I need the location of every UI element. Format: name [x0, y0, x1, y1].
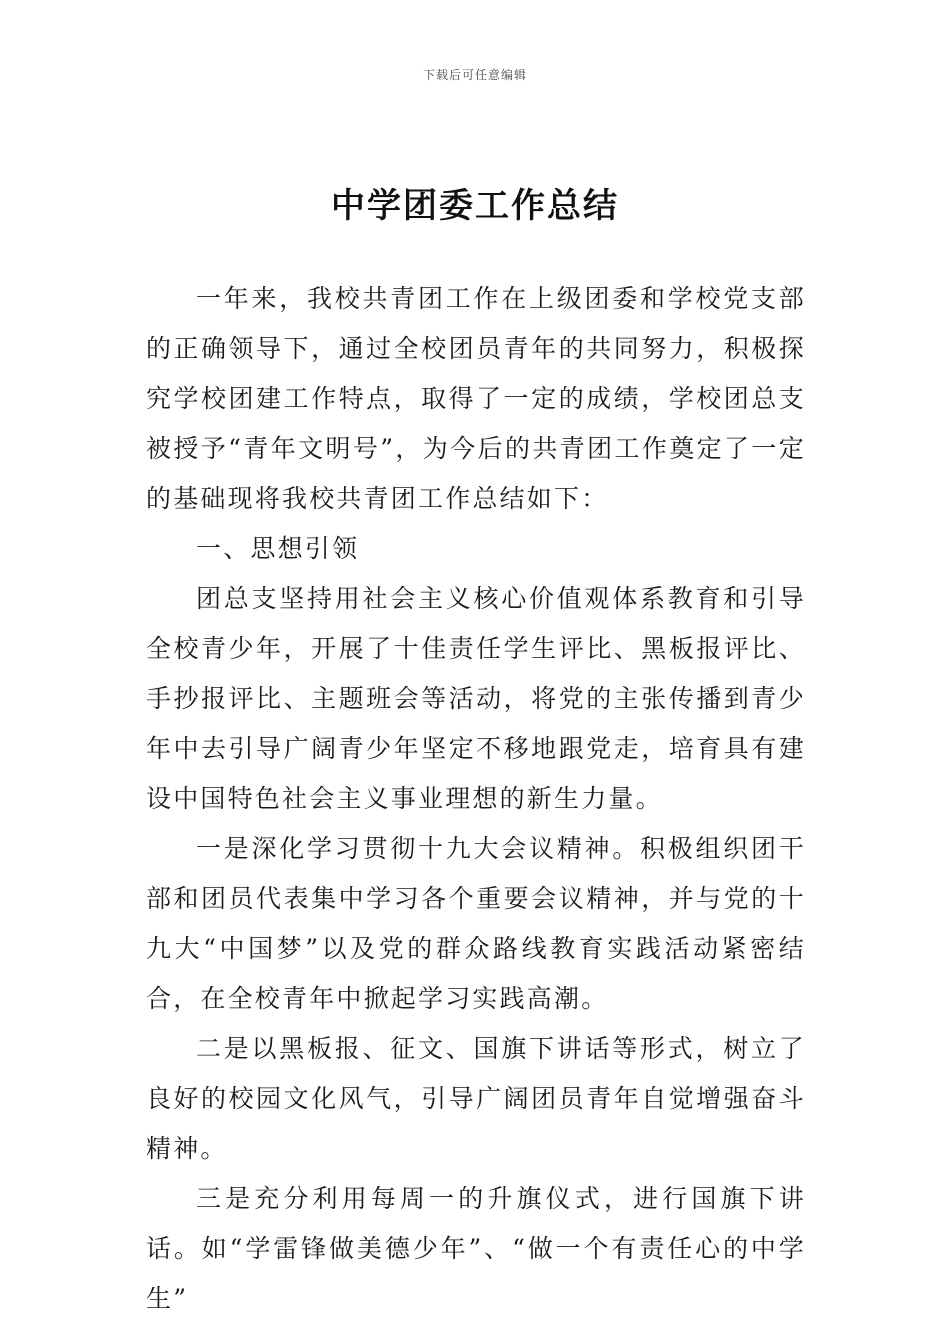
document-body — [146, 274, 806, 1324]
paragraph-point-one: 一是深化学习贯彻十九大会议精神。积极组织团干部和团员代表集中学习各个重要会议精神，并与党的十九大“中国梦”以及党的群众路线教育实践活动紧密结合，在全校青年中掀起学习实践高潮。 — [146, 834, 806, 1013]
paragraph-point-three: 三是充分利用每周一的升旗仪式，进行国旗下讲话。如“学雷锋做美德少年”、“做一个有责任心的中学生” — [146, 1184, 806, 1313]
paragraph-intro: 一年来，我校共青团工作在上级团委和学校党支部的正确领导下，通过全校团员青年的共同努力，积极探究学校团建工作特点，取得了一定的成绩，学校团总支被授予“青年文明号”，为今后的共青团工作奠定了一定的基础现将我校共青团工作总结如下： — [146, 284, 806, 513]
document-title: 中学团委工作总结 — [331, 186, 619, 226]
header-note: 下载后可任意编辑 — [422, 68, 527, 82]
paragraph-point-two: 二是以黑板报、征文、国旗下讲话等形式，树立了良好的校园文化风气，引导广阔团员青年自觉增强奋斗精神。 — [146, 1034, 806, 1163]
section-heading-ideology: 一、思想引领 — [196, 534, 360, 563]
paragraph-ideology: 团总支坚持用社会主义核心价值观体系教育和引导全校青少年，开展了十佳责任学生评比、黑板报评比、手抄报评比、主题班会等活动，将党的主张传播到青少年中去引导广阔青少年坚定不移地跟党走，培育具有建设中国特色社会主义事业理想的新生力量。 — [146, 584, 806, 813]
